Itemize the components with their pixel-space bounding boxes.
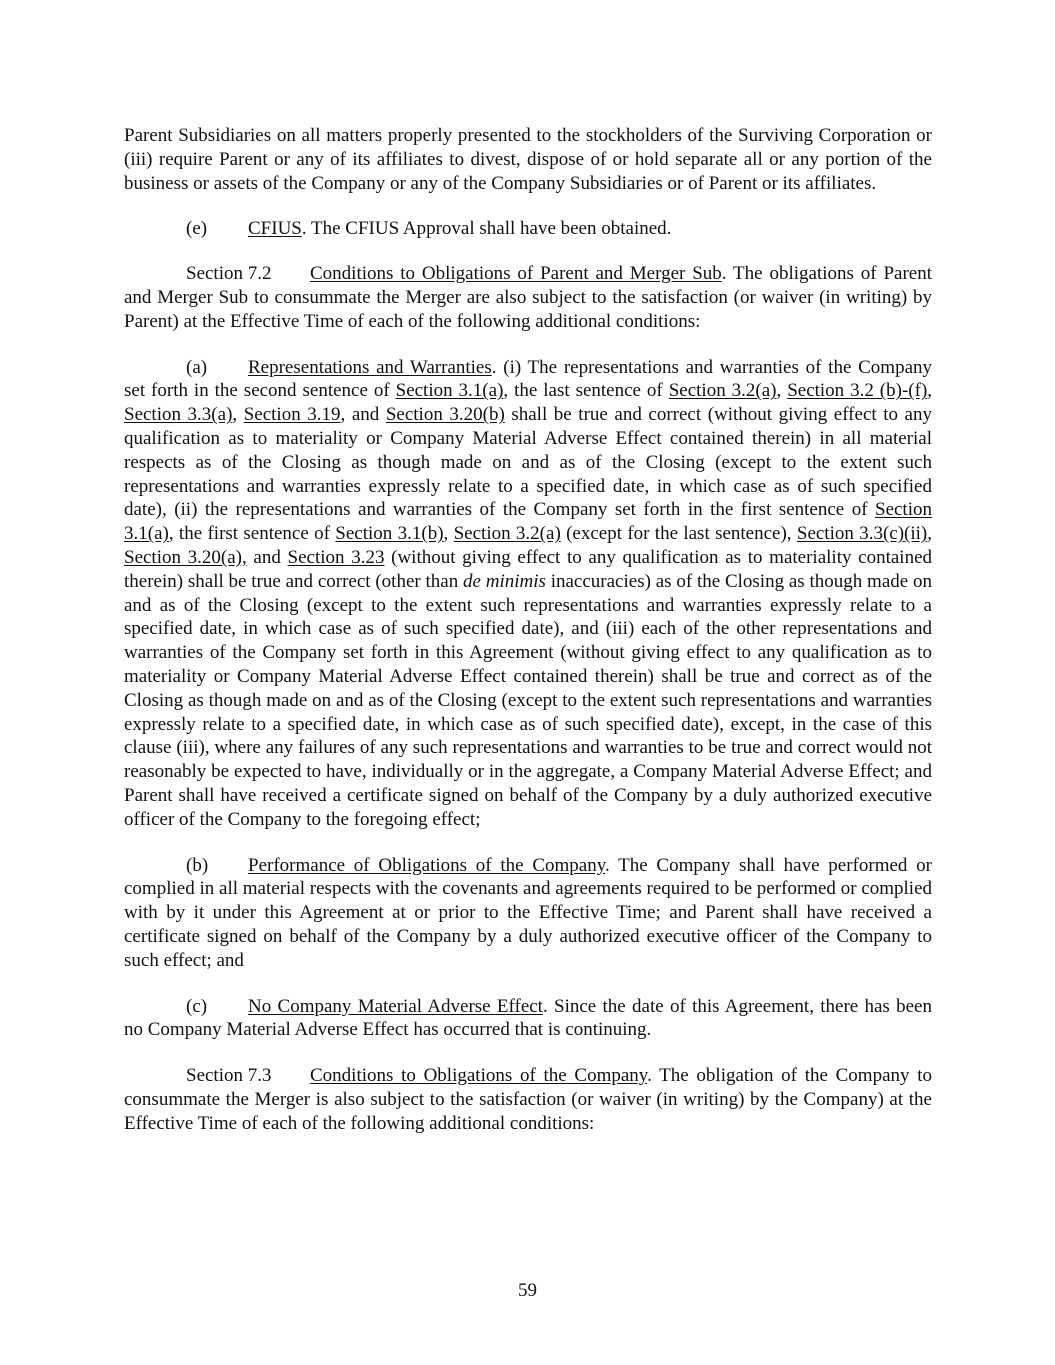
section-ref: Section 3.19: [243, 404, 341, 426]
section-7-3-number: Section 7.3: [186, 1065, 272, 1087]
section-ref: Section 3.2(a): [453, 523, 561, 545]
clause-b-heading: Performance of Obligations of the Company: [248, 854, 605, 876]
section-ref: Section 3.23: [287, 546, 385, 568]
clause-a-paragraph: (a) Representations and Warranties. (i) The representations and warranties of the Company set forth in the second sentence of Section 3.1(a), the last sentence of Section 3.2(a), Section 3.2 (b)-(f), Section 3.3(a), Section 3.19, and Section 3.20(b) shall be true and correct (without giving effect to any qualification as to materiality or Company Material Adverse Effect contained therein) in all material respects as of the Closing as though made on and as of the Closing (except to the extent such representations and warranties expressly relate to a specified date, in which case as of such specified date), (ii) the representations and warranties of the Company set forth in the first sentence of Section 3.1(a), the first sentence of Section 3.1(b), Section 3.2(a) (except for the last sentence), Section 3.3(c)(ii), Section 3.20(a), and Section 3.23 (without giving effect to any qualification as to materiality contained therein) shall be true and correct (other than de minimis inaccuracies) as of the Closing as though made on and as of the Closing (except to the extent such representations and warranties expressly relate to a specified date, in which case as of such specified date), and (iii) each of the other representations and warranties of the Company set forth in this Agreement (without giving effect to any qualification as to materiality or Company Material Adverse Effect contained therein) shall be true and correct as of the Closing as though made on and as of the Closing (except to the extent such representations and warranties expressly relate to a specified date, in which case as of such specified date), except, in the case of this clause (iii), where any failures of any such representations and warranties to be true and correct would not reasonably be expected to have, individually or in the aggregate, a Company Material Adverse Effect; and Parent shall have received a certificate signed on behalf of the Company by a duly authorized executive officer of the Company to the foregoing effect;: [124, 356, 933, 830]
clause-e-heading: CFIUS: [248, 218, 302, 240]
section-ref: Section 3.1(a): [395, 380, 504, 402]
clause-b-paragraph: (b) Performance of Obligations of the Company. The Company shall have performed or complied in all material respects with the covenants and agreements required to be performed or complied with by it under this Agreement at or prior to the Effective Time; and Parent shall have received a certificate signed on behalf of the Company by a duly authorized executive officer of the Company to such effect; and: [124, 854, 932, 971]
section-ref: Section 3.1(a): [124, 499, 932, 545]
section-ref: Section 3.20(b): [385, 404, 505, 426]
section-ref: Section 3.2 (b)-(f): [787, 380, 928, 402]
clause-c-label: (c): [186, 995, 208, 1017]
section-ref: Section 3.3(a): [124, 404, 233, 426]
continuation-paragraph: Parent Subsidiaries on all matters properly presented to the stockholders of the Surviving Corporation or (iii) require Parent or any of its affiliates to divest, dispose of or hold separate all or any portion of the business or assets of the Company or any of the Company Subsidiaries or of Parent or its affiliates.: [124, 125, 932, 194]
section-7-2-heading: Conditions to Obligations of Parent and Merger Sub: [310, 263, 722, 285]
clause-c-heading: No Company Material Adverse Effect: [248, 995, 543, 1017]
section-7-2-paragraph: Section 7.2 Conditions to Obligations of Parent and Merger Sub. The obligations of Parent and Merger Sub to consummate the Merger are also subject to the satisfaction (or waiver (in writing) by Parent) at the Effective Time of each of the following additional conditions:: [124, 263, 932, 332]
page-number: 59: [518, 1280, 537, 1301]
section-7-2-number: Section 7.2: [186, 263, 272, 285]
section-ref: Section 3.20(a),: [124, 546, 247, 568]
clause-e-paragraph: (e) CFIUS. The CFIUS Approval shall have been obtained.: [186, 218, 672, 240]
section-7-3-heading: Conditions to Obligations of the Company: [310, 1065, 648, 1087]
section-7-3-paragraph: Section 7.3 Conditions to Obligations of the Company. The obligation of the Company to consummate the Merger is also subject to the satisfaction (or waiver (in writing) by the Company) at the Effective Time of each of the following additional conditions:: [124, 1065, 932, 1134]
section-ref: Section 3.3(c)(ii): [796, 523, 928, 545]
document-page: [124, 124, 932, 1135]
clause-e-label: (e): [186, 218, 208, 240]
clause-a-label: (a): [186, 356, 208, 378]
clause-b-label: (b): [186, 854, 209, 876]
clause-a-heading: Representations and Warranties: [248, 356, 492, 378]
section-ref: Section 3.1(b): [335, 523, 444, 545]
clause-c-paragraph: (c) No Company Material Adverse Effect. Since the date of this Agreement, there has been no Company Material Adverse Effect has occurred that is continuing.: [124, 995, 932, 1041]
section-ref: Section 3.2(a): [668, 380, 777, 402]
italic-term: de minimis: [463, 570, 546, 592]
